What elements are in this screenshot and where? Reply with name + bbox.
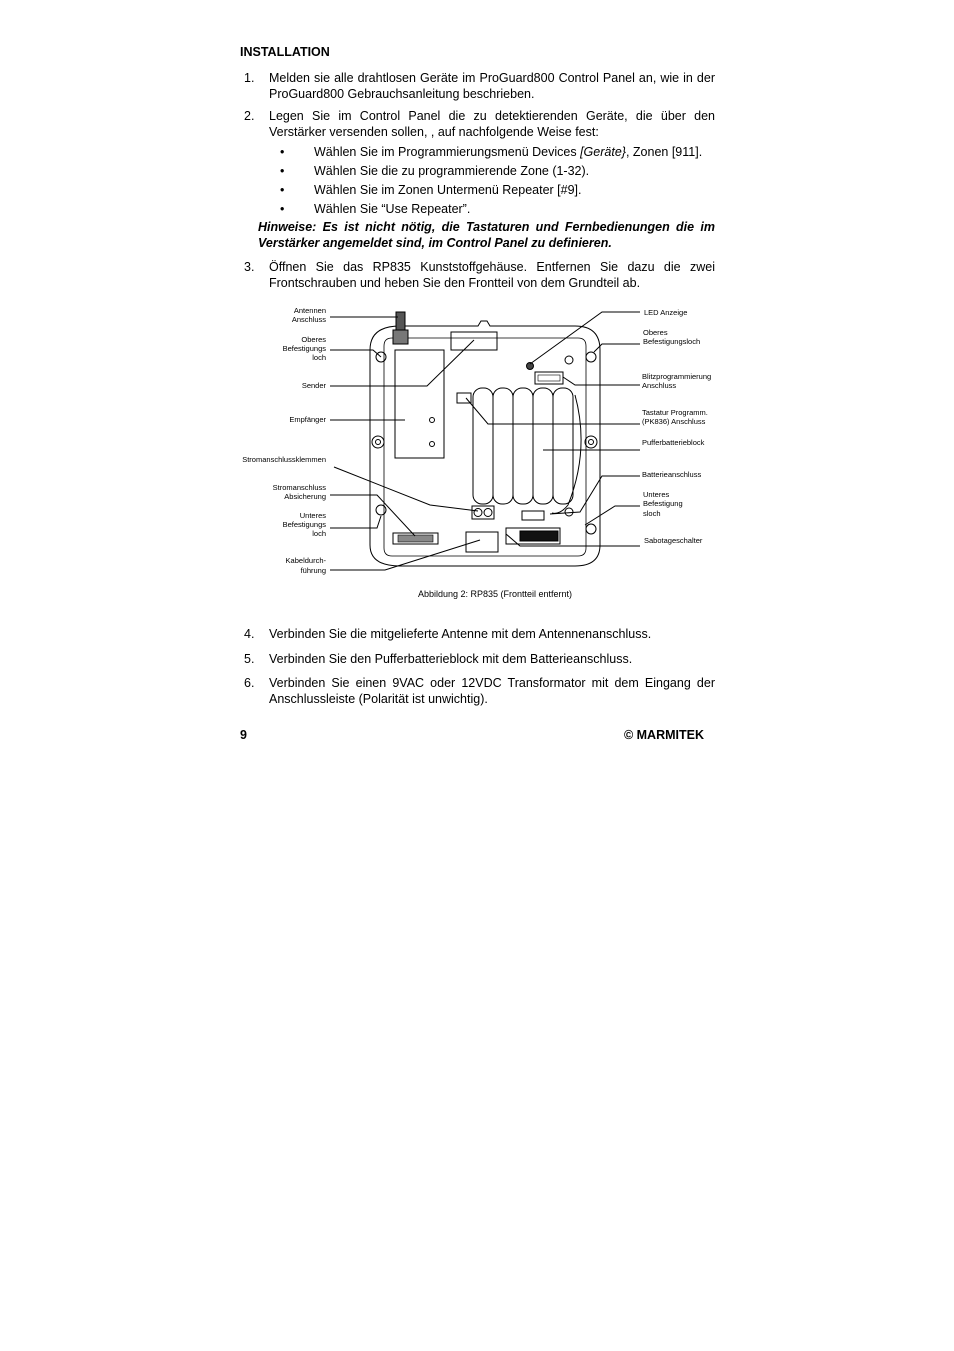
antenna-base: [393, 330, 408, 344]
svg-text:Befestigung: Befestigung: [643, 499, 683, 508]
svg-text:Absicherung: Absicherung: [284, 492, 326, 501]
page-number: 9: [240, 728, 247, 742]
battery-cell: [553, 388, 573, 504]
step-text: Legen Sie im Control Panel die zu detektierenden Geräte, die über den Verstärker versenden sollen, , auf nachfolgende Weise fest:: [269, 109, 715, 139]
label-kabeldurchfuehrung: Kabeldurch-: [285, 556, 326, 565]
label-unteres-befestigungsloch-left: Unteres: [299, 511, 326, 520]
bullet-symbol: •: [280, 183, 285, 197]
leader-absicherung: [330, 495, 415, 536]
step-text: Öffnen Sie das RP835 Kunststoffgehäuse. Entfernen Sie dazu die zwei Frontschrauben und heben Sie den Frontteil von dem Grundteil ab.: [269, 260, 715, 290]
leader-sender: [330, 340, 474, 386]
bullet-symbol: •: [280, 164, 285, 178]
leader-oberes-right: [594, 344, 640, 352]
bullet-text: Wählen Sie im Programmierungsmenü Devices [Geräte}, Zonen [911].: [314, 145, 703, 159]
power-terminals: [472, 506, 494, 519]
step-number: 6.: [244, 676, 255, 690]
step-text: Verbinden Sie die mitgelieferte Antenne mit dem Antennenanschluss.: [269, 627, 652, 641]
leader-batterie: [550, 476, 640, 514]
bullet-symbol: •: [280, 145, 285, 159]
svg-text:Anschluss: Anschluss: [642, 381, 677, 390]
battery-wire: [552, 395, 581, 513]
step-number: 5.: [244, 652, 255, 666]
screw: [565, 356, 573, 364]
label-unteres-befestigungsloch-right: Unteres: [643, 490, 670, 499]
mounting-hole: [586, 524, 596, 534]
svg-text:Befestigungs: Befestigungs: [282, 344, 326, 353]
screw: [565, 508, 573, 516]
leader-oberes-left: [330, 350, 381, 357]
bullet-text: Wählen Sie im Zonen Untermenü Repeater [#9].: [314, 183, 582, 197]
svg-text:Anschluss: Anschluss: [291, 315, 326, 324]
rp835-diagram: [230, 300, 730, 585]
battery-connector: [522, 511, 544, 520]
step-number: 4.: [244, 627, 255, 641]
step-5: [240, 651, 715, 667]
label-pufferbatterieblock: Pufferbatterieblock: [642, 438, 705, 447]
label-stromanschluss-absicherung: Stromanschluss: [272, 483, 326, 492]
svg-text:führung: führung: [300, 566, 326, 575]
battery-cell: [493, 388, 513, 504]
bullet-text: Wählen Sie “Use Repeater”.: [314, 202, 471, 216]
label-blitzprogrammierung: Blitzprogrammierung: [642, 372, 712, 381]
svg-text:sloch: sloch: [643, 509, 661, 518]
bullet-text: Wählen Sie die zu programmierende Zone (1-32).: [314, 164, 590, 178]
step-number: 2.: [244, 109, 255, 123]
svg-text:loch: loch: [312, 353, 326, 362]
figure-caption: Abbildung 2: RP835 (Frontteil entfernt): [417, 589, 573, 599]
leader-unteres-left: [330, 516, 381, 528]
label-batterieanschluss: Batterieanschluss: [642, 470, 702, 479]
step-1: [240, 70, 715, 102]
label-empfaenger: Empfänger: [289, 415, 326, 424]
svg-text:Befestigungs: Befestigungs: [282, 520, 326, 529]
step-number: 3.: [244, 260, 255, 274]
step-6: [240, 675, 715, 707]
svg-text:loch: loch: [312, 529, 326, 538]
note-text: Hinweise: Es ist nicht nötig, die Tastaturen und Fernbedienungen die im Verstärker angemeldet sind, im Control Panel zu definieren.: [258, 220, 715, 250]
label-led-anzeige: LED Anzeige: [644, 308, 688, 317]
leader-blitz: [563, 377, 640, 385]
mounting-hole: [586, 352, 596, 362]
label-tastatur-programm: Tastatur Programm.: [642, 408, 708, 417]
step-text: Verbinden Sie den Pufferbatterieblock mit dem Batterieanschluss.: [269, 652, 633, 666]
cable-route: [466, 532, 498, 552]
mounting-hole: [376, 505, 386, 515]
step-text: Melden sie alle drahtlosen Geräte im ProGuard800 Control Panel an, wie in der ProGuard800 Gebrauchsanleitung beschrieben.: [269, 71, 715, 101]
label-antenne: Antennen: [293, 306, 326, 315]
svg-text:(PK836) Anschluss: (PK836) Anschluss: [642, 417, 706, 426]
label-oberes-befestigungsloch-left: Oberes: [301, 335, 326, 344]
flash-connector: [535, 372, 563, 384]
receiver-screw: [430, 442, 435, 447]
mounting-hole: [372, 436, 384, 448]
receiver-screw: [430, 418, 435, 423]
svg-text:Befestigungsloch: Befestigungsloch: [643, 337, 701, 346]
step-2: [240, 108, 715, 140]
copyright: © MARMITEK: [623, 728, 704, 742]
leader-stromklemmen: [334, 467, 478, 511]
step-text: Verbinden Sie einen 9VAC oder 12VDC Transformator mit dem Eingang der Anschlussleiste (Polarität ist unwichtig).: [269, 676, 715, 706]
label-sabotageschalter: Sabotageschalter: [644, 536, 703, 545]
battery-cell: [473, 388, 493, 504]
step-3: [240, 259, 715, 291]
battery-cell: [513, 388, 533, 504]
receiver-module: [395, 350, 444, 458]
label-sender: Sender: [301, 381, 326, 390]
housing-inner: [384, 338, 586, 556]
label-stromanschlussklemmen: Stromanschlussklemmen: [242, 455, 326, 464]
battery-cell: [533, 388, 553, 504]
mounting-hole: [585, 436, 597, 448]
step-number: 1.: [244, 71, 255, 85]
leader-unteres-right: [585, 506, 640, 525]
label-oberes-befestigungsloch-right: Oberes: [643, 328, 668, 337]
section-heading: INSTALLATION: [240, 45, 330, 59]
bullet-symbol: •: [280, 202, 285, 216]
step-4: [240, 626, 715, 642]
sender-module: [451, 332, 497, 350]
